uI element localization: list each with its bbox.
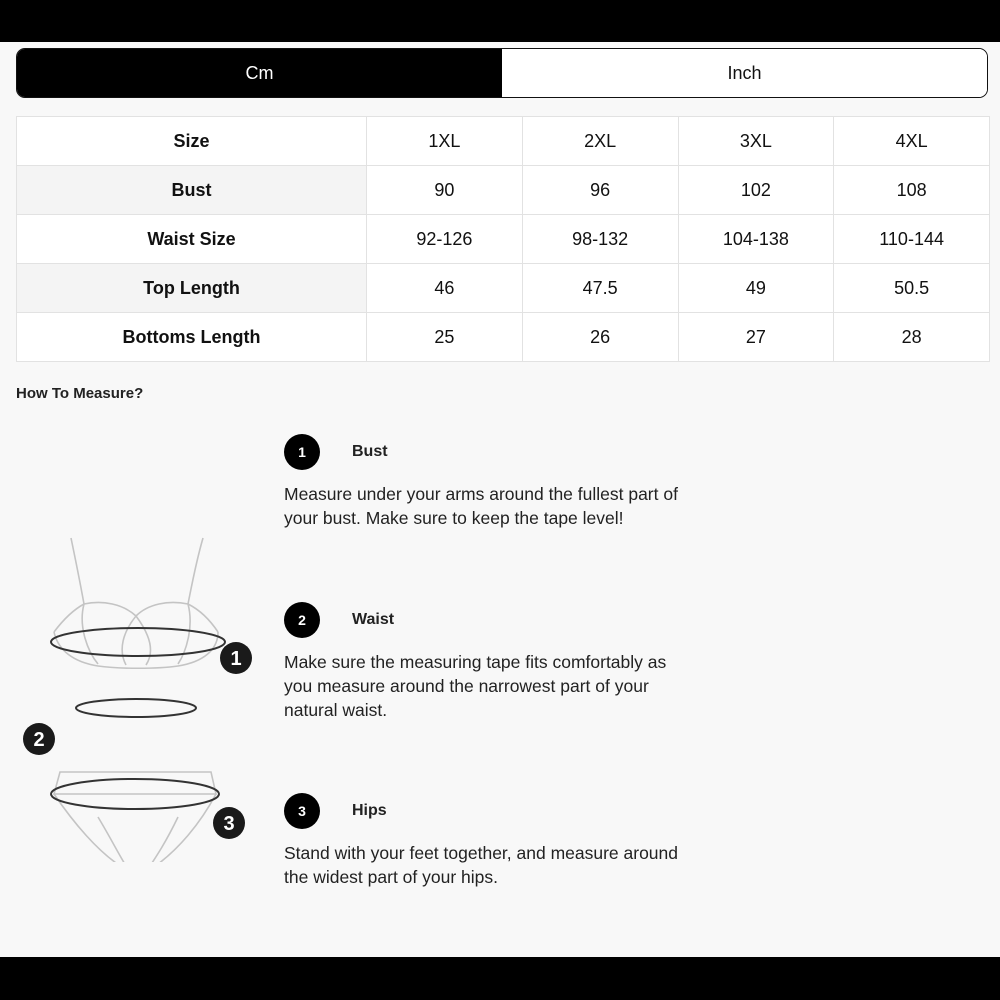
table-cell: 25	[367, 313, 523, 362]
step-hips	[284, 793, 704, 889]
table-cell: 92-126	[367, 215, 523, 264]
table-cell: 104-138	[678, 215, 834, 264]
table-cell: 47.5	[522, 264, 678, 313]
bikini-bottom-outline	[54, 772, 216, 862]
table-cell: 3XL	[678, 117, 834, 166]
marker-3-icon	[213, 807, 245, 839]
table-cell: 98-132	[522, 215, 678, 264]
bust-tape	[51, 628, 225, 656]
table-cell: 50.5	[834, 264, 990, 313]
table-row-bust	[17, 166, 990, 215]
table-row-top-length	[17, 264, 990, 313]
step-bust	[284, 434, 704, 530]
step-waist	[284, 602, 704, 722]
step-title: Hips	[352, 802, 387, 819]
table-row-size	[17, 117, 990, 166]
row-label: Waist Size	[17, 215, 367, 264]
table-cell: 1XL	[367, 117, 523, 166]
bikini-measurement-illustration	[18, 532, 268, 862]
unit-toggle	[16, 48, 988, 98]
step-title: Bust	[352, 443, 388, 460]
table-cell: 46	[367, 264, 523, 313]
step-description: Measure under your arms around the fullest part of your bust. Make sure to keep the tape level!	[284, 484, 678, 528]
marker-2-icon	[23, 723, 55, 755]
step-description: Stand with your feet together, and measure around the widest part of your hips.	[284, 843, 679, 887]
svg-text:1: 1	[230, 648, 242, 670]
step-number-badge: 3	[284, 793, 320, 829]
table-cell: 4XL	[834, 117, 990, 166]
row-label: Size	[17, 117, 367, 166]
table-cell: 28	[834, 313, 990, 362]
step-description: Make sure the measuring tape fits comfortably as you measure around the narrowest part of your natural waist.	[284, 652, 667, 720]
table-row-waist	[17, 215, 990, 264]
step-number-badge: 1	[284, 434, 320, 470]
marker-1-icon	[220, 642, 252, 674]
step-number-badge: 2	[284, 602, 320, 638]
row-label: Bottoms Length	[17, 313, 367, 362]
unit-cm-button[interactable]: Cm	[17, 49, 502, 97]
step-title: Waist	[352, 611, 395, 628]
size-chart-table	[16, 116, 990, 362]
row-label: Bust	[17, 166, 367, 215]
row-label: Top Length	[17, 264, 367, 313]
table-cell: 108	[834, 166, 990, 215]
table-row-bottoms-length	[17, 313, 990, 362]
table-cell: 90	[367, 166, 523, 215]
table-cell: 27	[678, 313, 834, 362]
unit-inch-button[interactable]: Inch	[502, 49, 987, 97]
table-cell: 49	[678, 264, 834, 313]
table-cell: 110-144	[834, 215, 990, 264]
table-cell: 2XL	[522, 117, 678, 166]
size-guide-page	[0, 42, 1000, 957]
table-cell: 102	[678, 166, 834, 215]
how-to-measure-title: How To Measure?	[16, 385, 144, 402]
table-cell: 26	[522, 313, 678, 362]
svg-text:3: 3	[223, 813, 235, 835]
table-cell: 96	[522, 166, 678, 215]
waist-tape	[76, 699, 196, 717]
bikini-top-outline	[54, 538, 218, 668]
svg-text:2: 2	[33, 729, 45, 751]
